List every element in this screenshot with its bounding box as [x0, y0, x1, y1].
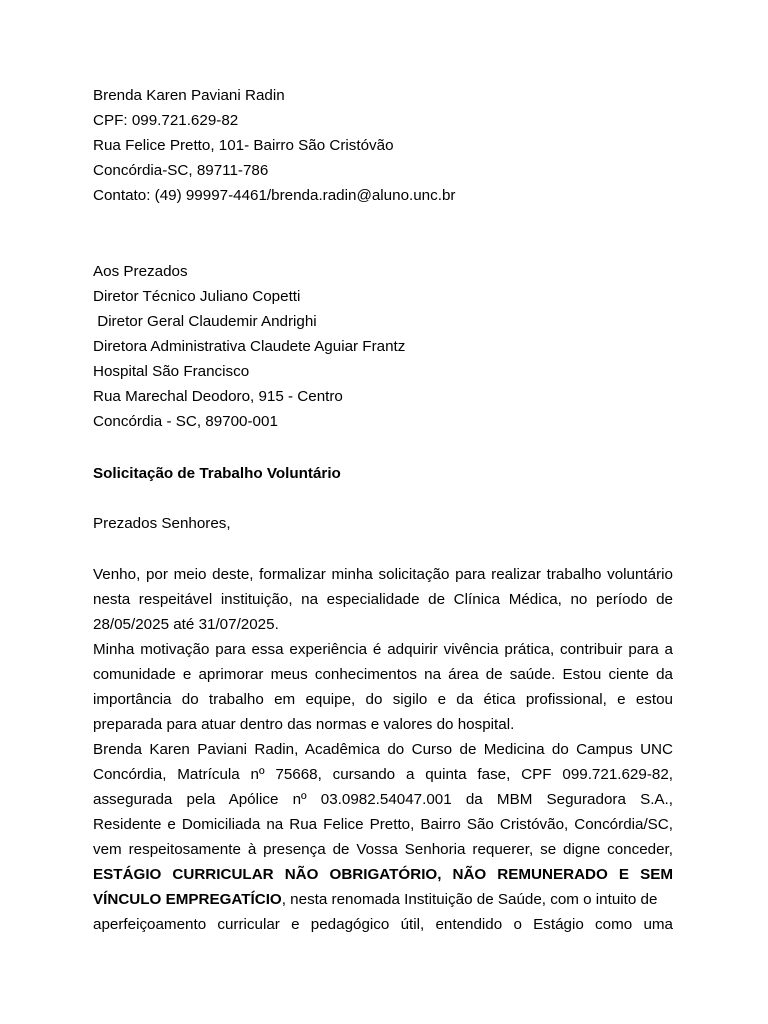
body-line: Residente e Domiciliada na Rua Felice Pretto, Bairro São Cristóvão, Concórdia/SC, [93, 816, 673, 833]
recipient-line-1: Diretor Técnico Juliano Copetti [93, 288, 301, 305]
body-line: comunidade e aprimorar meus conhecimentos na área de saúde. Estou ciente da [93, 666, 673, 683]
body-text: , nesta renomada Instituição de Saúde, com o intuito de [281, 891, 658, 908]
letter-greeting: Prezados Senhores, [93, 515, 231, 532]
body-line: Brenda Karen Paviani Radin, Acadêmica do Curso de Medicina do Campus UNC [93, 741, 673, 758]
sender-name: Brenda Karen Paviani Radin [93, 87, 285, 104]
body-line: vem respeitosamente à presença de Vossa Senhoria requerer, se digne conceder, [93, 841, 673, 858]
letter-subject: Solicitação de Trabalho Voluntário [93, 465, 341, 482]
body-line-mixed [93, 891, 673, 909]
body-line: preparada para atuar dentro das normas e valores do hospital. [93, 716, 515, 733]
body-line: Minha motivação para essa experiência é adquirir vivência prática, contribuir para a [93, 641, 673, 658]
recipient-line-2: Diretor Geral Claudemir Andrighi [93, 313, 317, 330]
sender-address: Rua Felice Pretto, 101- Bairro São Cristóvão [93, 137, 394, 154]
recipient-line-3: Diretora Administrativa Claudete Aguiar Frantz [93, 338, 406, 355]
body-line: aperfeiçoamento curricular e pedagógico útil, entendido o Estágio como uma [93, 916, 673, 933]
emphasis-text: VÍNCULO EMPREGATÍCIO [93, 891, 282, 908]
sender-contact: Contato: (49) 99997-4461/brenda.radin@aluno.unc.br [93, 187, 456, 204]
body-line: nesta respeitável instituição, na especialidade de Clínica Médica, no período de [93, 591, 673, 608]
recipient-line-5: Rua Marechal Deodoro, 915 - Centro [93, 388, 343, 405]
body-line: Concórdia, Matrícula nº 75668, cursando a quinta fase, CPF 099.721.629-82, [93, 766, 673, 783]
body-line: assegurada pela Apólice nº 03.0982.54047.001 da MBM Seguradora S.A., [93, 791, 673, 808]
recipient-line-4: Hospital São Francisco [93, 363, 250, 380]
body-line-emphasis: ESTÁGIO CURRICULAR NÃO OBRIGATÓRIO, NÃO REMUNERADO E SEM [93, 866, 673, 883]
body-line: 28/05/2025 até 31/07/2025. [93, 616, 279, 633]
recipient-salutation: Aos Prezados [93, 263, 188, 280]
sender-city: Concórdia-SC, 89711-786 [93, 162, 269, 179]
recipient-line-6: Concórdia - SC, 89700-001 [93, 413, 278, 430]
body-line: importância do trabalho em equipe, do sigilo e da ética profissional, e estou [93, 691, 673, 708]
sender-cpf: CPF: 099.721.629-82 [93, 112, 239, 129]
body-line: Venho, por meio deste, formalizar minha solicitação para realizar trabalho voluntário [93, 566, 673, 583]
